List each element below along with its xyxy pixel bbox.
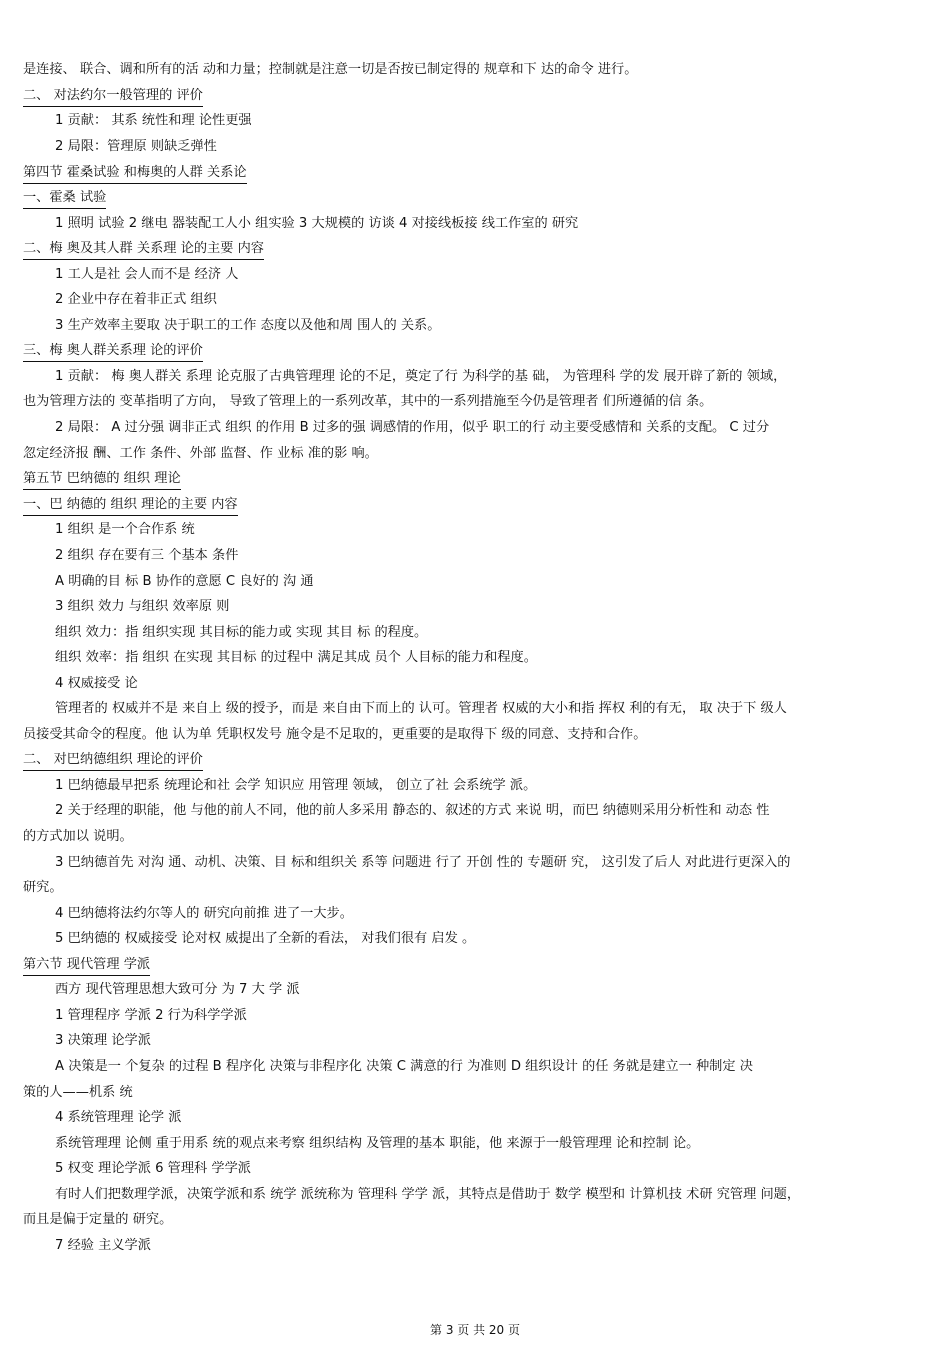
text-line: 1 贡献： 其系 统性和理 论性更强 [55, 113, 252, 128]
section-heading: 三、梅 奥人群关系理 论的评价 [23, 342, 928, 362]
section-heading: 第五节 巴纳德的 组织 理论 [23, 470, 928, 490]
section-heading: 一、巴 纳德的 组织 理论的主要 内容 [23, 496, 928, 516]
text-line: 有时人们把数理学派，决策学派和系 统学 派统称为 管理科 学学 派，其特点是借助于 数学 模型和 计算机技 术研 究管理 问题， [55, 1187, 801, 1202]
text-line: 3 组织 效力 与组织 效率原 则 [55, 599, 230, 614]
text-line: 2 关于经理的职能，他 与他的前人不同，他的前人多采用 静态的、叙述的方式 来说 明，而巴 纳德则采用分析性和 动态 性 [55, 803, 770, 818]
text-line: 5 巴纳德的 权威接受 论对权 威提出了全新的看法， 对我们很有 启发 。 [55, 931, 476, 946]
text-line: 2 局限： A 过分强 调非正式 组织 的作用 B 过多的强 调感情的作用，似乎 职工的行 动主要受感情和 关系的支配。 C 过分 [55, 420, 770, 435]
text-line: 4 权威接受 论 [55, 676, 138, 691]
text-line: 1 管理程序 学派 2 行为科学学派 [55, 1008, 247, 1023]
text-line: 4 系统管理理 论学 派 [55, 1110, 182, 1125]
section-heading: 二、 对巴纳德组织 理论的评价 [23, 751, 928, 771]
text-line: 的方式加以 说明。 [23, 829, 133, 844]
text-line: 忽定经济报 酬、工作 条件、外部 监督、作 业标 准的影 响。 [23, 446, 378, 461]
text-line: 3 决策理 论学派 [55, 1033, 151, 1048]
text-line: 3 生产效率主要取 决于职工的工作 态度以及他和周 围人的 关系。 [55, 318, 441, 333]
text-line: 5 权变 理论学派 6 管理科 学学派 [55, 1161, 251, 1176]
text-line: 组织 效率：指 组织 在实现 其目标 的过程中 满足其成 员个 人目标的能力和程度。 [55, 650, 537, 665]
text-line: 系统管理理 论侧 重于用系 统的观点来考察 组织结构 及管理的基本 职能，他 来源于一般管理理 论和控制 论。 [55, 1136, 700, 1151]
text-line: 员接受其命令的程度。他 认为单 凭职权发号 施令是不足取的，更重要的是取得下 级的同意、支持和合作。 [23, 727, 647, 742]
text-line: 西方 现代管理思想大致可分 为 7 大 学 派 [55, 982, 300, 997]
text-line: 2 局限：管理原 则缺乏弹性 [55, 139, 217, 154]
text-line: 2 组织 存在要有三 个基本 条件 [55, 548, 239, 563]
text-line: 3 巴纳德首先 对沟 通、动机、决策、目 标和组织关 系等 问题进 行了 开创 性的 专题研 究， 这引发了后人 对此进行更深入的 [55, 855, 791, 870]
page-footer: 第 3 页 共 20 页 [430, 1323, 520, 1337]
text-line: A 明确的目 标 B 协作的意愿 C 良好的 沟 通 [55, 574, 314, 589]
text-line: 1 工人是社 会人而不是 经济 人 [55, 267, 239, 282]
text-line: 管理者的 权威并不是 来自上 级的授予，而是 来自由下而上的 认可。管理者 权威的大小和指 挥权 利的有无， 取 决于下 级人 [55, 701, 787, 716]
text-line: 是连接、 联合、调和所有的活 动和力量；控制就是注意一切是否按已制定得的 规章和下 达的命令 进行。 [23, 62, 638, 77]
section-heading: 二、 对法约尔一般管理的 评价 [23, 87, 928, 107]
section-heading: 一、霍桑 试验 [23, 189, 928, 209]
text-line: 研究。 [23, 880, 63, 895]
text-line: 1 照明 试验 2 继电 器装配工人小 组实验 3 大规模的 访谈 4 对接线板接 线工作室的 研究 [55, 216, 579, 231]
text-line: 1 贡献： 梅 奥人群关 系理 论克服了古典管理理 论的不足，奠定了行 为科学的基 础， 为管理科 学的发 展开辟了新的 领域， [55, 369, 787, 384]
text-line: 也为管理方法的 变革指明了方向， 导致了管理上的一系列改革，其中的一系列措施至今仍是管理者 们所遵循的信 条。 [23, 394, 713, 409]
text-line: 组织 效力：指 组织实现 其目标的能力或 实现 其目 标 的程度。 [55, 625, 428, 640]
text-line: 而且是偏于定量的 研究。 [23, 1212, 173, 1227]
text-line: 7 经验 主义学派 [55, 1238, 151, 1253]
text-line: 1 组织 是一个合作系 统 [55, 522, 195, 537]
text-line: 2 企业中存在着非正式 组织 [55, 292, 217, 307]
text-line: A 决策是一 个复杂 的过程 B 程序化 决策与非程序化 决策 C 满意的行 为准则 D 组织设计 的任 务就是建立一 种制定 决 [55, 1059, 753, 1074]
section-heading: 二、梅 奥及其人群 关系理 论的主要 内容 [23, 240, 928, 260]
text-line: 4 巴纳德将法约尔等人的 研究向前推 进了一大步。 [55, 906, 353, 921]
section-heading: 第六节 现代管理 学派 [23, 956, 928, 976]
text-line: 1 巴纳德最早把系 统理论和社 会学 知识应 用管理 领域， 创立了社 会系统学 派。 [55, 778, 537, 793]
section-heading: 第四节 霍桑试验 和梅奥的人群 关系论 [23, 164, 928, 184]
text-line: 策的人——机系 统 [23, 1085, 133, 1100]
